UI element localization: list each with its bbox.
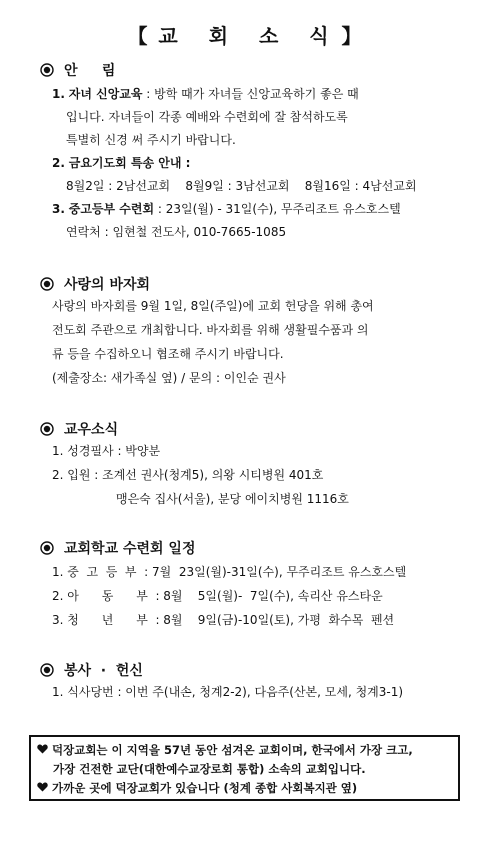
- item-text: : 23일(월) - 31일(수), 무주리조트 유스호스텔: [154, 202, 401, 216]
- item-text: : 방학 때가 자녀들 신앙교육하기 좋은 때: [142, 87, 359, 101]
- title-text: 교 회 소 식: [158, 24, 341, 48]
- footer-line-2: 가장 건전한 교단(대한예수교장로회 통합) 소속의 교회입니다.: [53, 762, 366, 776]
- notice-item-1-cont-2: 특별히 신경 써 주시기 바랍니다.: [66, 133, 236, 147]
- notice-item-2-schedule: 8월2일 : 2남선교회 8월9일 : 3남선교회 8월16일 : 4남선교회: [66, 179, 417, 193]
- section-school-title: 교회학교 수련회 일정: [64, 541, 196, 557]
- footer-text-1: 덕장교회는 이 지역을 57년 동안 섬겨온 교회이며, 한국에서 가장 크고,: [52, 743, 413, 757]
- bazaar-line-1: 사랑의 바자회를 9월 1일, 8일(주일)에 교회 헌당을 위해 총여: [52, 299, 374, 313]
- footer-line-3: [37, 780, 357, 796]
- section-bazaar-heading: [40, 274, 150, 294]
- item-label: 자녀 신앙교육: [68, 87, 143, 101]
- item-label: 중고등부 수련회: [68, 202, 155, 216]
- school-line-3: 3. 청 년 부 : 8월 9일(금)-10일(토), 가평 화수목 펜션: [52, 613, 395, 627]
- footer-line-1: [37, 742, 413, 758]
- section-notice-heading: [40, 60, 115, 80]
- footer-text-3: 가까운 곳에 덕장교회가 있습니다 (청계 종합 사회복지관 옆): [52, 781, 358, 795]
- bazaar-line-4: (제출장소: 새가족실 옆) / 문의 : 이인순 권사: [52, 371, 286, 385]
- circle-bullet-icon: [40, 541, 54, 555]
- heart-icon: [37, 780, 48, 796]
- notice-item-1: [52, 86, 359, 102]
- section-service-heading: [40, 660, 143, 680]
- bulletin-title: [0, 20, 491, 49]
- notice-item-2: [52, 155, 190, 171]
- section-bazaar-title: 사랑의 바자회: [64, 277, 151, 293]
- section-members-title: 교우소식: [64, 422, 119, 438]
- section-service-title: 봉사 · 헌신: [64, 663, 143, 679]
- item-number: 2.: [52, 156, 65, 170]
- school-line-2: 2. 아 동 부 : 8월 5일(월)- 7일(수), 속리산 유스타운: [52, 589, 383, 603]
- service-line-1: 1. 식사당번 : 이번 주(내손, 청계2-2), 다음주(산본, 모세, 청계3-1): [52, 685, 404, 699]
- item-text: :: [181, 156, 191, 170]
- section-members-heading: [40, 419, 118, 439]
- circle-bullet-icon: [40, 663, 54, 677]
- section-notice-title: 안 림: [64, 63, 116, 79]
- item-number: 3.: [52, 202, 65, 216]
- title-close-bracket: 】: [341, 24, 364, 48]
- members-line-1: 1. 성경필사 : 박양분: [52, 444, 161, 458]
- circle-bullet-icon: [40, 422, 54, 436]
- members-line-2: 2. 입원 : 조계선 권사(청계5), 의왕 시티병원 401호: [52, 468, 324, 482]
- circle-bullet-icon: [40, 277, 54, 291]
- heart-icon: [37, 742, 48, 758]
- title-open-bracket: 【: [127, 24, 150, 48]
- item-number: 1.: [52, 87, 65, 101]
- notice-item-3-contact: 연락처 : 임현철 전도사, 010-7665-1085: [66, 225, 287, 239]
- footer-box: [29, 735, 460, 801]
- bazaar-line-3: 류 등을 수집하오니 협조해 주시기 바랍니다.: [52, 347, 284, 361]
- circle-bullet-icon: [40, 63, 54, 77]
- members-line-3: 맹은숙 집사(서울), 분당 에이치병원 1116호: [116, 492, 349, 506]
- item-label: 금요기도회 특송 안내: [68, 156, 182, 170]
- notice-item-1-cont-1: 입니다. 자녀들이 각종 예배와 수련회에 잘 참석하도록: [66, 110, 348, 124]
- notice-item-3: [52, 201, 401, 217]
- bazaar-line-2: 전도회 주관으로 개최합니다. 바자회를 위해 생활필수품과 의: [52, 323, 369, 337]
- school-line-1: 1. 중 고 등 부 : 7월 23일(월)-31일(수), 무주리조트 유스호스텔: [52, 565, 407, 579]
- section-school-heading: [40, 538, 195, 558]
